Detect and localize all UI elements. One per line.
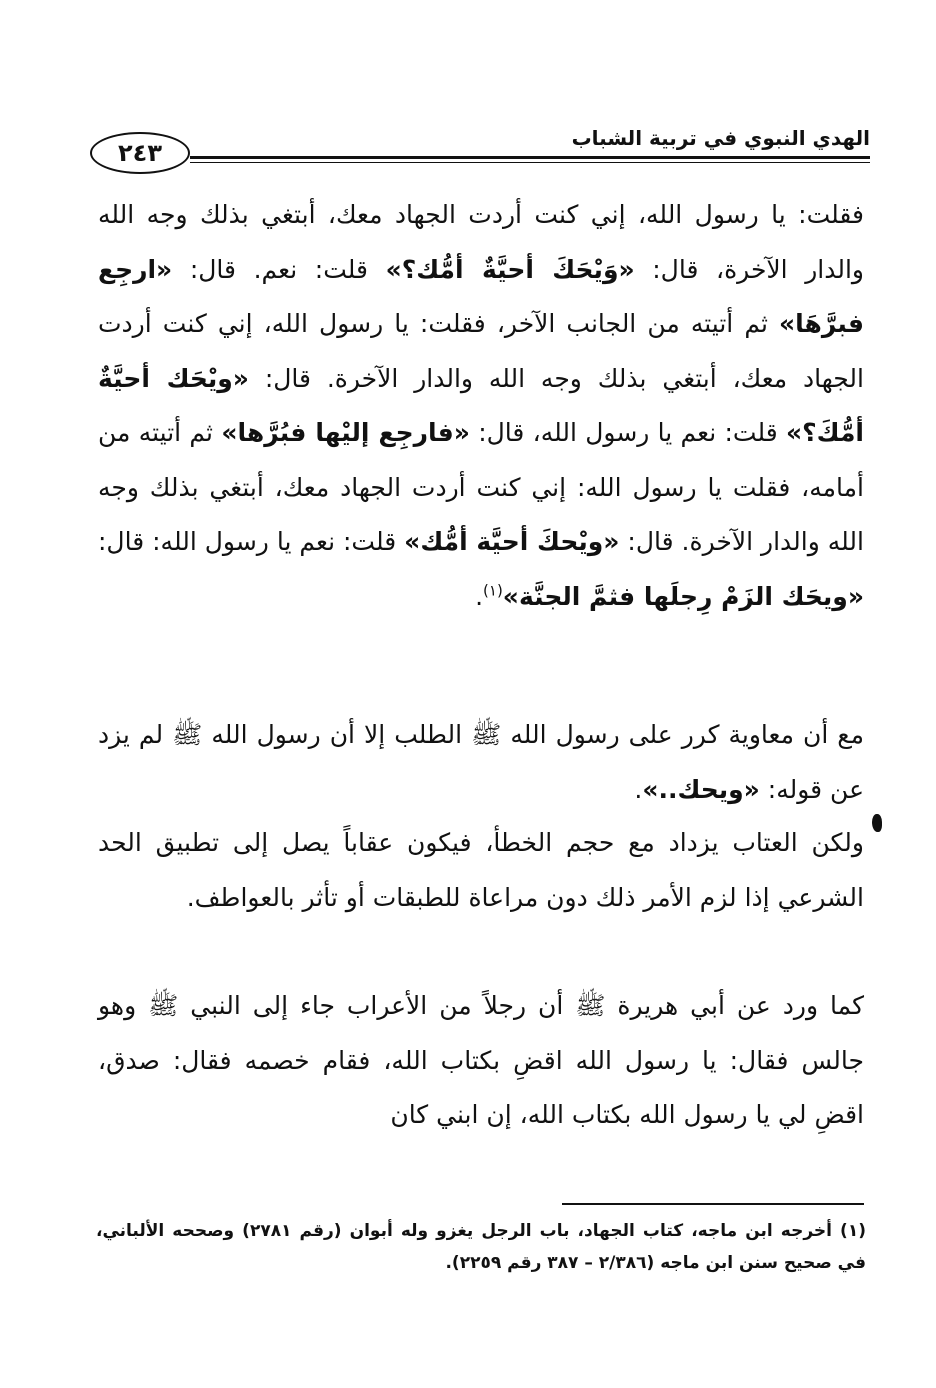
page-header xyxy=(90,118,870,182)
text-run: كما ورد عن أبي هريرة ﷺ أن رجلاً من الأعراب جاء إلى النبي ﷺ وهو جالس فقال: يا رسول الله اقضِ بكتاب الله، فقام خصمه فقال: صدق، اقضِ لي يا رسول الله بكتاب الله، إن ابني كان xyxy=(98,991,864,1129)
running-title: الهدي النبوي في تربية الشباب xyxy=(571,126,870,150)
hadith-quote: «ويحك..» xyxy=(642,774,760,804)
paragraph-abu-hurayra xyxy=(98,979,864,1143)
footnote-separator xyxy=(562,1203,864,1205)
hadith-quote: «ارجِع فبرَّهَا» xyxy=(98,254,864,338)
paragraph-hadith-muawiya xyxy=(98,188,864,624)
paragraph-repetition xyxy=(98,708,864,817)
text-run: . xyxy=(475,581,484,611)
text-run: قلت: نعم. قال: xyxy=(172,254,386,284)
text-run: قلت: نعم يا رسول الله، قال: xyxy=(469,418,787,447)
footnote-reference[interactable]: (١) xyxy=(483,581,503,600)
hadith-quote: «وَيْحَكَ أحيَّةٌ أمُّك؟» xyxy=(385,254,635,284)
header-rule-thin xyxy=(190,162,870,163)
hadith-quote: «ويْحَك أحيَّةٌ أمُّكَ؟» xyxy=(98,363,864,447)
text-run: ولكن العتاب يزداد مع حجم الخطأ، فيكون عقاباً يصل إلى تطبيق الحد الشرعي إذا لزم الأمر ذلك دون مراعاة للطبقات أو تأثر بالعواطف. xyxy=(98,828,864,912)
text-run: قلت: نعم يا رسول الله: قال: xyxy=(98,527,405,556)
text-run: فقلت: يا رسول الله، إني كنت أردت الجهاد معك، أبتغي بذلك وجه الله والدار الآخرة، قال: xyxy=(98,200,865,284)
page-number-oval xyxy=(90,132,190,174)
text-run: مع أن معاوية كرر على رسول الله ﷺ الطلب إلا أن رسول الله ﷺ لم يزد عن قوله: xyxy=(98,720,864,804)
hadith-quote: «ويْحكَ أحيَّة أمُّك» xyxy=(404,527,620,556)
hadith-quote: «ويحَك الزَمْ رِجلَها فثمَّ الجنَّة» xyxy=(502,581,864,611)
header-rule-thick xyxy=(190,156,870,159)
text-run: ثم أتيته من الجانب الآخر، فقلت: يا رسول الله، إني كنت أردت الجهاد معك، أبتغي بذلك وجه الله والدار الآخرة. قال: xyxy=(98,309,864,393)
text-run: ثم أتيته من أمامه، فقلت يا رسول الله: إني كنت أردت الجهاد معك، أبتغي بذلك وجه الله والدار الآخرة. قال: xyxy=(98,418,864,556)
margin-ink-mark xyxy=(872,814,882,832)
page-number: ٢٤٣ xyxy=(118,139,162,167)
footnote: (١) أخرجه ابن ماجه، كتاب الجهاد، باب الرجل يغزو وله أبوان (رقم ٢٧٨١) وصححه الألباني، في صحيح سنن ابن ماجه (٢/٣٨٦ – ٣٨٧ رقم ٢٢٥٩). xyxy=(96,1221,866,1273)
text-run: . xyxy=(634,774,643,804)
paragraph-rebuke-increase xyxy=(98,816,864,925)
hadith-quote: «فارجِع إليْها فبُرَّها» xyxy=(221,418,470,447)
